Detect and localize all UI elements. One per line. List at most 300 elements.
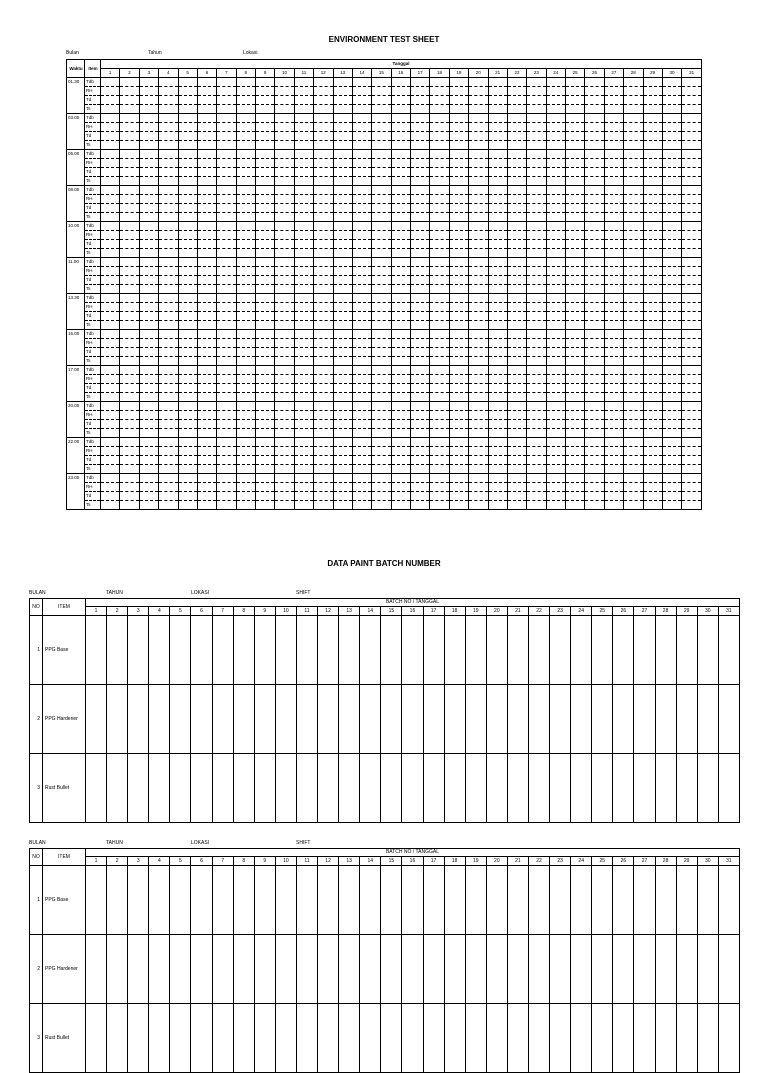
env-data-cell: [507, 177, 526, 186]
env-item-cell: Tdb: [85, 438, 101, 447]
env-data-cell: [430, 375, 449, 384]
env-data-cell: [662, 276, 681, 285]
env-data-cell: [275, 429, 294, 438]
batch-data-cell: [86, 685, 107, 754]
env-data-cell: [546, 375, 565, 384]
env-data-cell: [546, 141, 565, 150]
env-data-cell: [411, 222, 430, 231]
env-data-cell: [217, 285, 236, 294]
env-data-cell: [217, 474, 236, 483]
env-row: [67, 348, 702, 357]
env-time-cell: 23.00: [67, 474, 85, 510]
env-data-cell: [256, 267, 275, 276]
env-data-cell: [139, 483, 158, 492]
env-data-cell: [139, 330, 158, 339]
batch-header-row-1: [30, 599, 740, 607]
env-data-cell: [120, 456, 139, 465]
env-data-cell: [294, 420, 313, 429]
env-data-cell: [159, 231, 178, 240]
env-data-cell: [101, 213, 120, 222]
env-data-cell: [624, 321, 643, 330]
env-item-cell: Td: [85, 384, 101, 393]
env-data-cell: [662, 375, 681, 384]
env-data-cell: [120, 177, 139, 186]
env-day-header: 9: [256, 69, 275, 78]
batch-data-cell: [571, 754, 592, 823]
env-data-cell: [120, 438, 139, 447]
batch-data-cell: [507, 616, 528, 685]
env-data-cell: [469, 447, 488, 456]
env-data-cell: [314, 384, 333, 393]
batch-data-cell: [212, 935, 233, 1004]
env-data-cell: [139, 312, 158, 321]
env-data-cell: [546, 150, 565, 159]
env-data-cell: [178, 123, 197, 132]
env-data-cell: [314, 366, 333, 375]
env-data-cell: [256, 186, 275, 195]
env-data-cell: [139, 303, 158, 312]
env-data-cell: [178, 357, 197, 366]
env-data-cell: [352, 429, 371, 438]
env-data-cell: [682, 195, 702, 204]
env-data-cell: [527, 456, 546, 465]
env-data-cell: [352, 285, 371, 294]
batch-data-cell: [275, 754, 296, 823]
env-data-cell: [449, 483, 468, 492]
env-data-cell: [139, 348, 158, 357]
env-data-cell: [159, 258, 178, 267]
env-data-cell: [294, 501, 313, 510]
env-data-cell: [314, 276, 333, 285]
env-data-cell: [256, 303, 275, 312]
env-data-cell: [527, 123, 546, 132]
env-data-cell: [566, 375, 585, 384]
env-data-cell: [120, 393, 139, 402]
env-data-cell: [488, 114, 507, 123]
env-data-cell: [333, 105, 352, 114]
env-data-cell: [197, 465, 216, 474]
env-data-cell: [643, 159, 662, 168]
env-data-cell: [507, 78, 526, 87]
env-day-header: 19: [449, 69, 468, 78]
env-data-cell: [275, 150, 294, 159]
env-data-cell: [101, 429, 120, 438]
env-data-cell: [333, 150, 352, 159]
env-data-cell: [294, 150, 313, 159]
env-data-cell: [682, 483, 702, 492]
env-data-cell: [275, 294, 294, 303]
env-data-cell: [662, 438, 681, 447]
batch-data-cell: [528, 866, 549, 935]
env-data-cell: [449, 411, 468, 420]
env-data-cell: [159, 141, 178, 150]
env-data-cell: [275, 402, 294, 411]
env-data-cell: [391, 330, 410, 339]
batch-day-header: 18: [444, 607, 465, 616]
env-data-cell: [178, 330, 197, 339]
env-label-bulan: Bulan: [66, 50, 79, 56]
batch-data-cell: [592, 935, 613, 1004]
env-data-cell: [527, 357, 546, 366]
env-data-cell: [314, 294, 333, 303]
env-data-cell: [604, 168, 623, 177]
env-data-cell: [120, 141, 139, 150]
env-data-cell: [217, 492, 236, 501]
env-data-cell: [197, 366, 216, 375]
env-data-cell: [449, 168, 468, 177]
env-data-cell: [236, 384, 255, 393]
env-data-cell: [101, 366, 120, 375]
env-data-cell: [178, 78, 197, 87]
env-data-cell: [411, 195, 430, 204]
env-data-cell: [469, 186, 488, 195]
env-data-cell: [256, 159, 275, 168]
env-data-cell: [294, 87, 313, 96]
env-data-cell: [275, 456, 294, 465]
env-data-cell: [662, 159, 681, 168]
batch-data-cell: [107, 935, 128, 1004]
batch-day-header: 13: [339, 857, 360, 866]
env-data-cell: [469, 78, 488, 87]
env-item-cell: Tdb: [85, 150, 101, 159]
env-data-cell: [236, 96, 255, 105]
batch-day-header: 12: [318, 607, 339, 616]
env-data-cell: [139, 123, 158, 132]
env-data-cell: [101, 114, 120, 123]
env-data-cell: [314, 204, 333, 213]
env-data-cell: [662, 96, 681, 105]
env-item-cell: Tdb: [85, 402, 101, 411]
env-data-cell: [217, 105, 236, 114]
env-data-cell: [411, 312, 430, 321]
env-data-cell: [217, 447, 236, 456]
env-data-cell: [411, 150, 430, 159]
env-data-cell: [352, 447, 371, 456]
env-data-cell: [624, 393, 643, 402]
env-data-cell: [314, 447, 333, 456]
batch-label-lokasi: LOKASI: [191, 840, 210, 846]
batch-day-header: 21: [507, 607, 528, 616]
env-data-cell: [488, 123, 507, 132]
env-data-cell: [197, 177, 216, 186]
env-data-cell: [294, 132, 313, 141]
env-data-cell: [314, 213, 333, 222]
env-data-cell: [236, 321, 255, 330]
env-data-cell: [585, 231, 604, 240]
env-item-cell: Tdb: [85, 474, 101, 483]
env-item-cell: Ts: [85, 501, 101, 510]
env-data-cell: [120, 267, 139, 276]
env-data-cell: [333, 96, 352, 105]
env-data-cell: [217, 483, 236, 492]
env-data-cell: [546, 420, 565, 429]
env-data-cell: [624, 123, 643, 132]
env-data-cell: [217, 114, 236, 123]
env-data-cell: [159, 303, 178, 312]
env-data-cell: [314, 105, 333, 114]
env-data-cell: [275, 438, 294, 447]
env-data-cell: [178, 204, 197, 213]
env-data-cell: [682, 375, 702, 384]
batch-data-cell: [550, 685, 571, 754]
env-data-cell: [507, 330, 526, 339]
env-data-cell: [585, 195, 604, 204]
batch-data-cell: [634, 866, 655, 935]
env-data-cell: [139, 411, 158, 420]
env-data-cell: [275, 411, 294, 420]
env-data-cell: [449, 456, 468, 465]
env-data-cell: [391, 222, 410, 231]
env-data-cell: [314, 321, 333, 330]
env-data-cell: [585, 411, 604, 420]
env-data-cell: [178, 456, 197, 465]
env-data-cell: [682, 204, 702, 213]
env-data-cell: [662, 501, 681, 510]
env-day-header: 25: [566, 69, 585, 78]
env-data-cell: [682, 303, 702, 312]
batch-data-cell: [149, 1004, 170, 1073]
env-data-cell: [527, 240, 546, 249]
env-data-cell: [430, 123, 449, 132]
env-data-cell: [217, 132, 236, 141]
env-row: [67, 438, 702, 447]
batch-day-header: 15: [381, 857, 402, 866]
env-data-cell: [566, 348, 585, 357]
env-data-cell: [643, 285, 662, 294]
env-data-cell: [197, 474, 216, 483]
batch-row-no: 3: [30, 754, 43, 823]
env-data-cell: [624, 501, 643, 510]
env-row: [67, 150, 702, 159]
env-data-cell: [585, 303, 604, 312]
batch-data-cell: [655, 754, 676, 823]
env-data-cell: [256, 177, 275, 186]
env-data-cell: [449, 285, 468, 294]
env-data-cell: [527, 375, 546, 384]
env-data-cell: [197, 321, 216, 330]
batch-row-no: 1: [30, 616, 43, 685]
env-data-cell: [372, 159, 391, 168]
env-data-cell: [139, 159, 158, 168]
env-data-cell: [449, 114, 468, 123]
env-data-cell: [488, 78, 507, 87]
env-data-cell: [333, 186, 352, 195]
env-row: [67, 141, 702, 150]
env-data-cell: [314, 465, 333, 474]
env-data-cell: [352, 177, 371, 186]
env-data-cell: [372, 168, 391, 177]
batch-data-cell: [318, 935, 339, 1004]
env-data-cell: [507, 285, 526, 294]
env-data-cell: [546, 285, 565, 294]
env-data-cell: [236, 276, 255, 285]
env-item-cell: RH: [85, 267, 101, 276]
env-row: [67, 195, 702, 204]
env-data-cell: [469, 312, 488, 321]
env-data-cell: [101, 186, 120, 195]
env-data-cell: [527, 366, 546, 375]
batch-day-header: 20: [486, 607, 507, 616]
env-data-cell: [566, 465, 585, 474]
env-data-cell: [566, 438, 585, 447]
batch-data-cell: [212, 616, 233, 685]
env-data-cell: [507, 267, 526, 276]
env-data-cell: [197, 96, 216, 105]
env-data-cell: [159, 357, 178, 366]
env-data-cell: [643, 456, 662, 465]
batch-data-cell: [254, 685, 275, 754]
env-data-cell: [101, 195, 120, 204]
batch-day-header: 4: [149, 857, 170, 866]
env-data-cell: [682, 321, 702, 330]
env-data-cell: [372, 132, 391, 141]
env-data-cell: [604, 159, 623, 168]
env-data-cell: [546, 465, 565, 474]
env-data-cell: [643, 150, 662, 159]
batch-data-cell: [676, 866, 697, 935]
env-data-cell: [217, 357, 236, 366]
env-data-cell: [682, 312, 702, 321]
env-data-cell: [430, 141, 449, 150]
env-data-cell: [159, 276, 178, 285]
env-data-cell: [256, 213, 275, 222]
env-data-cell: [101, 276, 120, 285]
batch-data-cell: [233, 754, 254, 823]
env-data-cell: [488, 321, 507, 330]
env-row: [67, 258, 702, 267]
env-data-cell: [197, 456, 216, 465]
env-data-cell: [624, 303, 643, 312]
env-data-cell: [546, 168, 565, 177]
env-data-cell: [333, 87, 352, 96]
batch-data-cell: [212, 685, 233, 754]
env-data-cell: [372, 456, 391, 465]
batch-row-no: 2: [30, 685, 43, 754]
env-item-cell: Ts: [85, 177, 101, 186]
env-data-cell: [604, 87, 623, 96]
env-time-cell: 10.00: [67, 222, 85, 258]
env-data-cell: [391, 186, 410, 195]
env-data-cell: [585, 438, 604, 447]
batch-data-cell: [507, 754, 528, 823]
env-data-cell: [430, 357, 449, 366]
env-data-cell: [197, 87, 216, 96]
env-data-cell: [217, 375, 236, 384]
env-data-cell: [159, 78, 178, 87]
batch-header-no: NO: [30, 599, 43, 616]
batch-data-cell: [465, 754, 486, 823]
batch-data-cell: [444, 1004, 465, 1073]
env-data-cell: [411, 339, 430, 348]
env-data-cell: [256, 357, 275, 366]
batch-data-cell: [444, 935, 465, 1004]
env-data-cell: [566, 267, 585, 276]
batch-data-cell: [550, 616, 571, 685]
env-data-cell: [488, 411, 507, 420]
env-data-cell: [546, 249, 565, 258]
env-data-cell: [333, 285, 352, 294]
env-data-cell: [197, 348, 216, 357]
env-data-cell: [604, 222, 623, 231]
env-data-cell: [585, 402, 604, 411]
env-data-cell: [139, 267, 158, 276]
env-data-cell: [294, 231, 313, 240]
env-data-cell: [314, 240, 333, 249]
env-data-cell: [624, 159, 643, 168]
env-data-cell: [411, 375, 430, 384]
env-data-cell: [604, 339, 623, 348]
env-data-cell: [566, 339, 585, 348]
batch-day-header: 9: [254, 857, 275, 866]
env-data-cell: [275, 249, 294, 258]
env-data-cell: [139, 474, 158, 483]
env-data-cell: [682, 123, 702, 132]
env-data-cell: [469, 240, 488, 249]
env-data-cell: [294, 222, 313, 231]
batch-data-cell: [86, 935, 107, 1004]
env-data-cell: [546, 105, 565, 114]
env-data-cell: [139, 285, 158, 294]
batch-label-lokasi: LOKASI: [191, 590, 210, 596]
batch-data-cell: [381, 1004, 402, 1073]
batch-data-cell: [128, 754, 149, 823]
batch-data-cell: [423, 754, 444, 823]
env-data-cell: [507, 186, 526, 195]
env-data-cell: [469, 321, 488, 330]
env-data-cell: [411, 357, 430, 366]
env-data-cell: [682, 177, 702, 186]
env-data-cell: [236, 204, 255, 213]
env-data-cell: [236, 393, 255, 402]
env-data-cell: [294, 195, 313, 204]
env-data-cell: [294, 411, 313, 420]
env-data-cell: [159, 195, 178, 204]
batch-data-cell: [149, 685, 170, 754]
env-data-cell: [236, 411, 255, 420]
env-time-cell: 13.30: [67, 294, 85, 330]
env-data-cell: [449, 222, 468, 231]
batch-header-days: [30, 607, 740, 616]
env-data-cell: [682, 267, 702, 276]
env-data-cell: [159, 483, 178, 492]
env-day-header: 14: [352, 69, 371, 78]
env-data-cell: [624, 150, 643, 159]
env-data-cell: [101, 420, 120, 429]
env-data-cell: [682, 186, 702, 195]
env-data-cell: [662, 321, 681, 330]
env-data-cell: [643, 96, 662, 105]
batch-data-cell: [465, 685, 486, 754]
env-data-cell: [527, 132, 546, 141]
env-data-cell: [178, 276, 197, 285]
env-data-cell: [469, 339, 488, 348]
env-data-cell: [449, 177, 468, 186]
env-data-cell: [159, 348, 178, 357]
env-data-cell: [352, 240, 371, 249]
env-data-cell: [507, 159, 526, 168]
env-item-cell: Tdb: [85, 294, 101, 303]
env-data-cell: [507, 429, 526, 438]
env-data-cell: [256, 411, 275, 420]
env-data-cell: [217, 195, 236, 204]
env-data-cell: [352, 438, 371, 447]
batch-data-cell: [254, 616, 275, 685]
env-data-cell: [197, 222, 216, 231]
env-day-header: 5: [178, 69, 197, 78]
env-data-cell: [294, 474, 313, 483]
env-data-cell: [449, 429, 468, 438]
env-row: [67, 267, 702, 276]
